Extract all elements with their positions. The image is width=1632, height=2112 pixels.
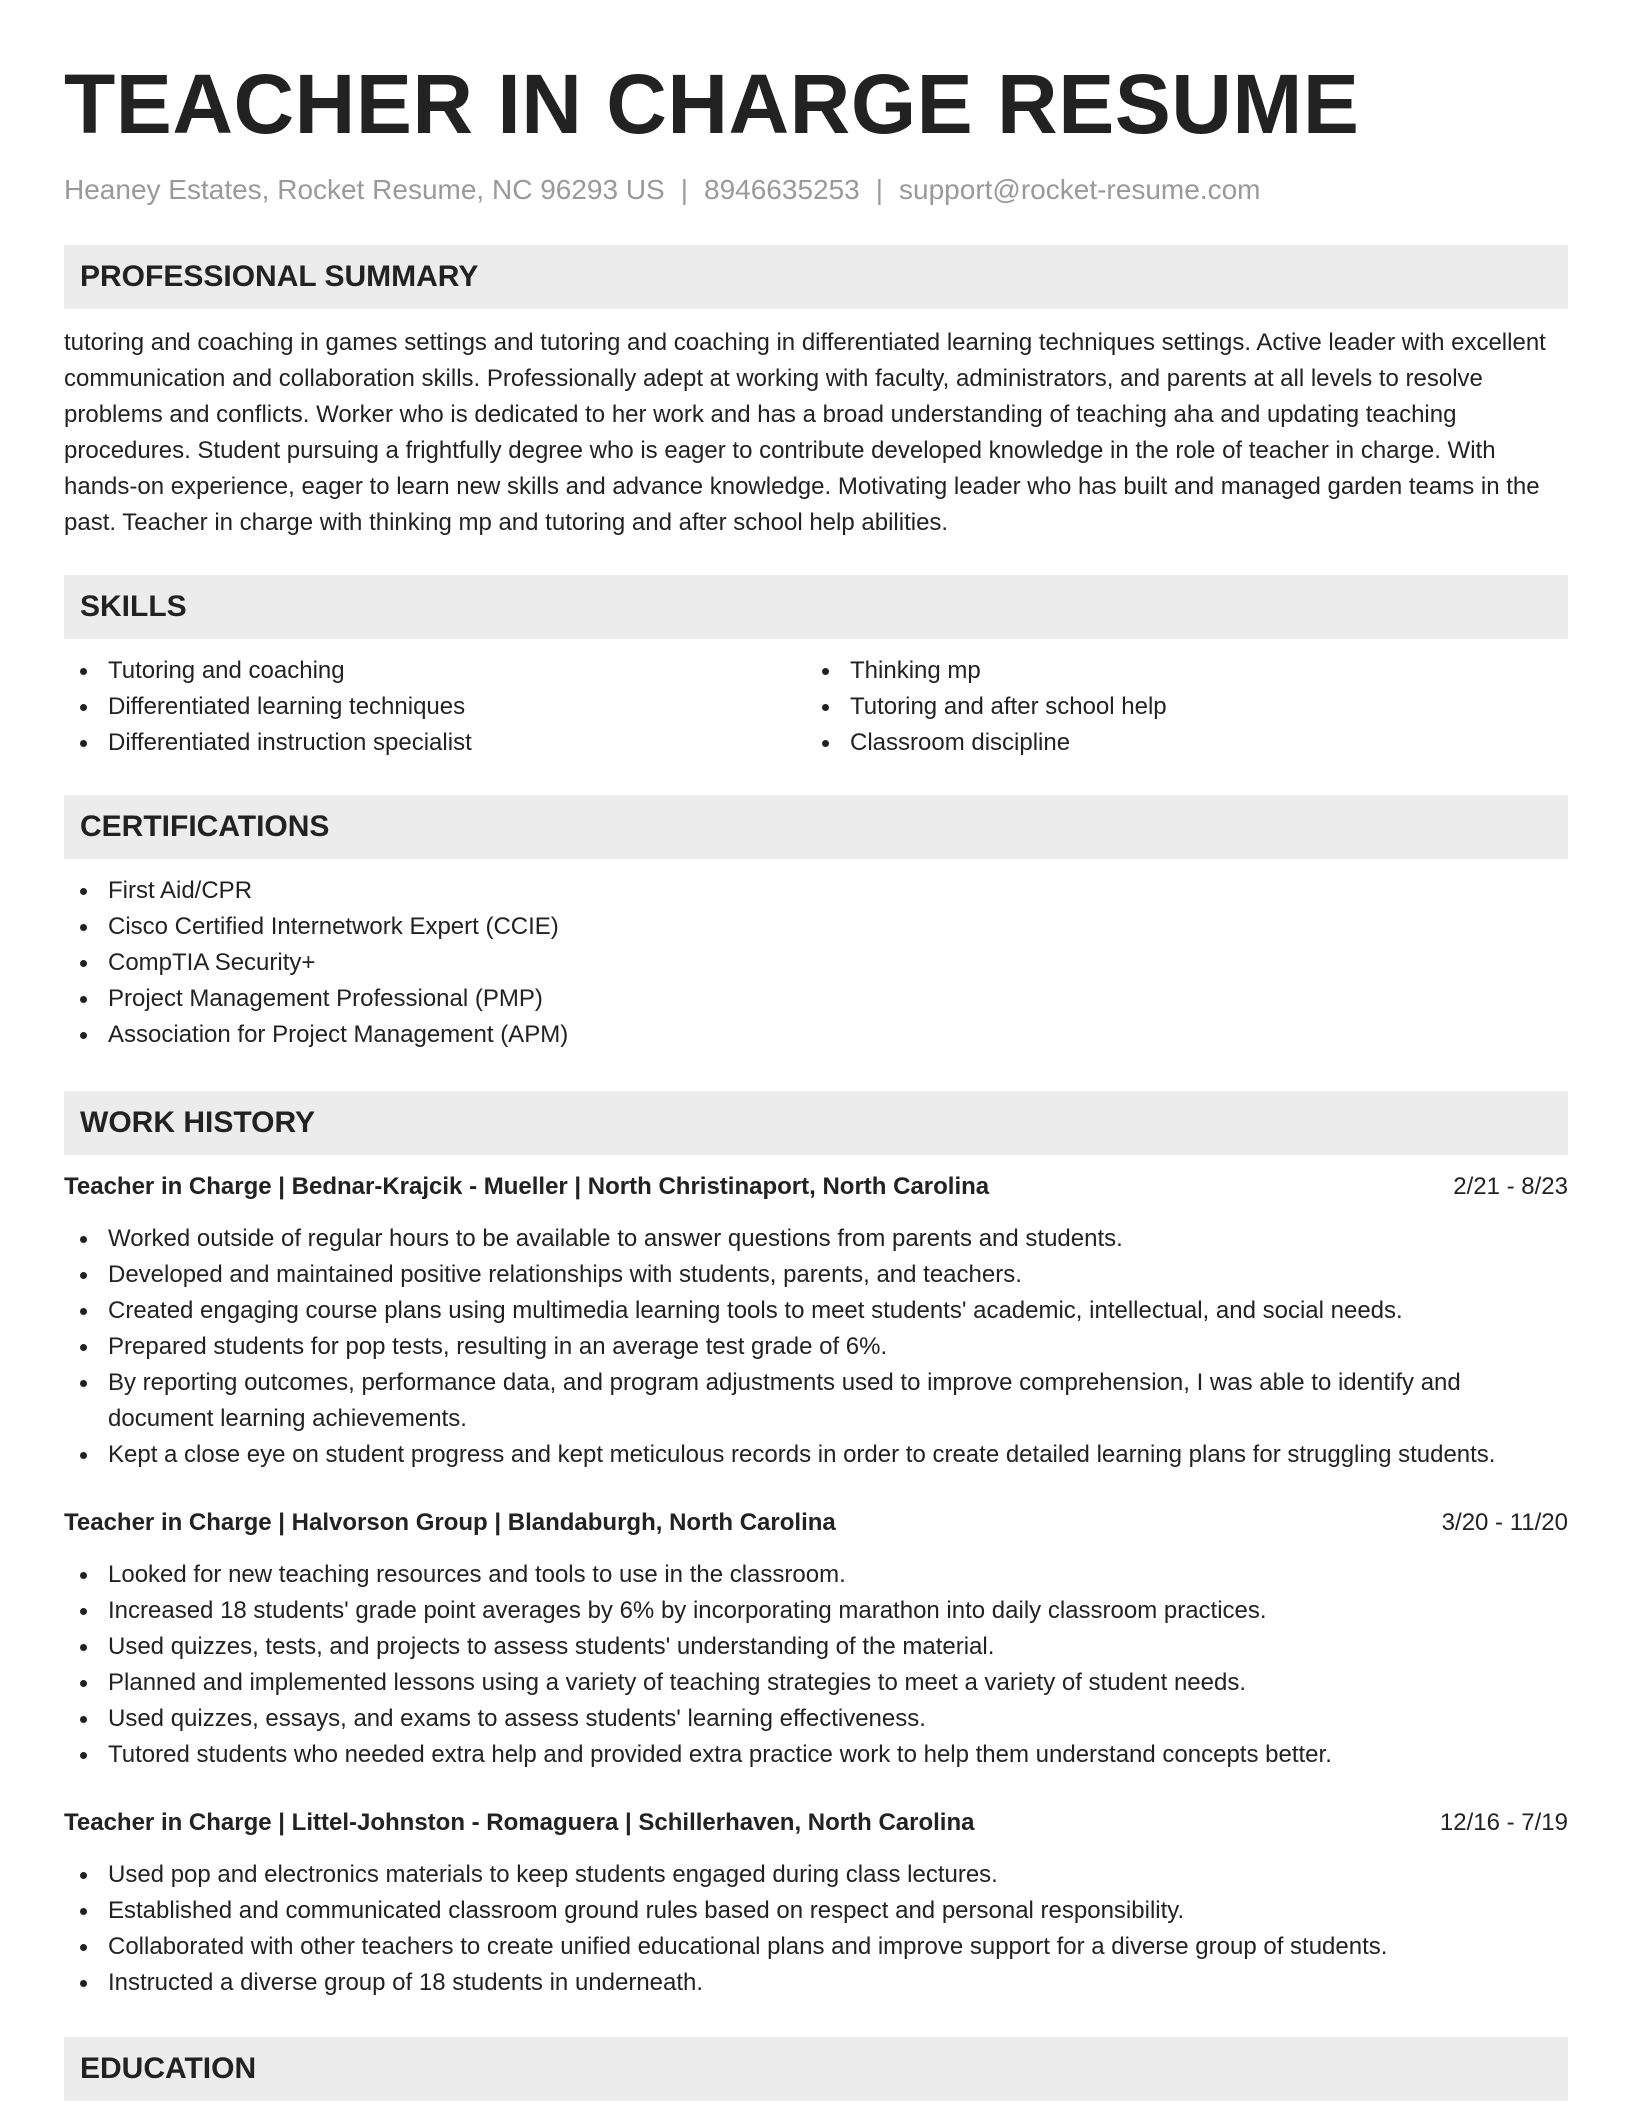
job-bullet: Kept a close eye on student progress and kept meticulous records in order to create detailed learning plans for struggling students.	[64, 1437, 1568, 1473]
job-bullets	[64, 1221, 1568, 1473]
job-bullet: Looked for new teaching resources and tools to use in the classroom.	[64, 1557, 1568, 1593]
certification-item: CompTIA Security+	[64, 945, 1568, 981]
job-bullet: Used quizzes, essays, and exams to assess students' learning effectiveness.	[64, 1701, 1568, 1737]
skill-item: Tutoring and coaching	[64, 653, 806, 689]
skills-column-left	[64, 653, 806, 761]
job-bullet: By reporting outcomes, performance data, and program adjustments used to improve comprehension, I was able to identify and document learning achievements.	[64, 1365, 1568, 1437]
job-bullet: Instructed a diverse group of 18 students in underneath.	[64, 1965, 1568, 2001]
job-header	[64, 1805, 1568, 1841]
resume-title: TEACHER IN CHARGE RESUME	[64, 57, 1360, 151]
job-bullet: Planned and implemented lessons using a variety of teaching strategies to meet a variety of student needs.	[64, 1665, 1568, 1701]
certifications-heading: CERTIFICATIONS	[64, 795, 1568, 859]
education-heading: EDUCATION	[64, 2037, 1568, 2101]
job-bullet: Collaborated with other teachers to create unified educational plans and improve support for a diverse group of students.	[64, 1929, 1568, 1965]
contact-separator: |	[875, 174, 884, 205]
job-bullet: Worked outside of regular hours to be available to answer questions from parents and students.	[64, 1221, 1568, 1257]
job-bullet: Used pop and electronics materials to keep students engaged during class lectures.	[64, 1857, 1568, 1893]
job-bullet: Increased 18 students' grade point averages by 6% by incorporating marathon into daily classroom practices.	[64, 1593, 1568, 1629]
job-bullet: Tutored students who needed extra help and provided extra practice work to help them understand concepts better.	[64, 1737, 1568, 1773]
job-dates: 2/21 - 8/23	[1453, 1173, 1568, 1200]
skill-item: Differentiated learning techniques	[64, 689, 806, 725]
resume-page	[64, 0, 1568, 2101]
job-header	[64, 1505, 1568, 1541]
skill-item: Differentiated instruction specialist	[64, 725, 806, 761]
skills-column-right	[806, 653, 1548, 761]
job-title: Teacher in Charge | Halvorson Group | Blandaburgh, North Carolina	[64, 1509, 836, 1536]
contact-address: Heaney Estates, Rocket Resume, NC 96293 US	[64, 174, 665, 205]
certifications-list	[64, 873, 1568, 1053]
job-header	[64, 1169, 1568, 1205]
skills-heading: SKILLS	[64, 575, 1568, 639]
contact-email: support@rocket-resume.com	[899, 174, 1261, 205]
job-entry	[64, 1505, 1568, 1773]
contact-line	[64, 172, 1568, 208]
work-history-heading: WORK HISTORY	[64, 1091, 1568, 1155]
job-bullets	[64, 1857, 1568, 2001]
job-entry	[64, 1805, 1568, 2001]
certification-item: Project Management Professional (PMP)	[64, 981, 1568, 1017]
summary-heading: PROFESSIONAL SUMMARY	[64, 245, 1568, 309]
job-title: Teacher in Charge | Bednar-Krajcik - Mueller | North Christinaport, North Carolina	[64, 1173, 990, 1200]
job-bullet: Created engaging course plans using multimedia learning tools to meet students' academic, intellectual, and social needs.	[64, 1293, 1568, 1329]
certification-item: Cisco Certified Internetwork Expert (CCIE)	[64, 909, 1568, 945]
skill-item: Tutoring and after school help	[806, 689, 1548, 725]
job-entry	[64, 1169, 1568, 1473]
certification-item: Association for Project Management (APM)	[64, 1017, 1568, 1053]
job-bullet: Established and communicated classroom ground rules based on respect and personal responsibility.	[64, 1893, 1568, 1929]
skill-item: Classroom discipline	[806, 725, 1548, 761]
skill-item: Thinking mp	[806, 653, 1548, 689]
job-dates: 12/16 - 7/19	[1439, 1809, 1568, 1836]
job-bullet: Used quizzes, tests, and projects to assess students' understanding of the material.	[64, 1629, 1568, 1665]
certification-item: First Aid/CPR	[64, 873, 1568, 909]
job-bullet: Prepared students for pop tests, resulting in an average test grade of 6%.	[64, 1329, 1568, 1365]
summary-text: tutoring and coaching in games settings and tutoring and coaching in differentiated learning techniques settings. Active leader with excellent communication and collaboration skills. Professionally adept at working with faculty, administrators, and parents at all levels to resolve problems and conflicts. Worker who is dedicated to her work and has a broad understanding of teaching aha and updating teaching procedures. Student pursuing a frightfully degree who is eager to contribute developed knowledge in the role of teacher in charge. With hands-on experience, eager to learn new skills and advance knowledge. Motivating leader who has built and managed garden teams in the past. Teacher in charge with thinking mp and tutoring and after school help abilities.	[64, 329, 1546, 536]
job-dates: 3/20 - 11/20	[1441, 1509, 1568, 1536]
job-bullets	[64, 1557, 1568, 1773]
skills-grid	[64, 653, 1568, 761]
contact-separator: |	[680, 174, 689, 205]
job-bullet: Developed and maintained positive relationships with students, parents, and teachers.	[64, 1257, 1568, 1293]
contact-phone: 8946635253	[704, 174, 860, 205]
job-title: Teacher in Charge | Littel-Johnston - Romaguera | Schillerhaven, North Carolina	[64, 1809, 975, 1836]
